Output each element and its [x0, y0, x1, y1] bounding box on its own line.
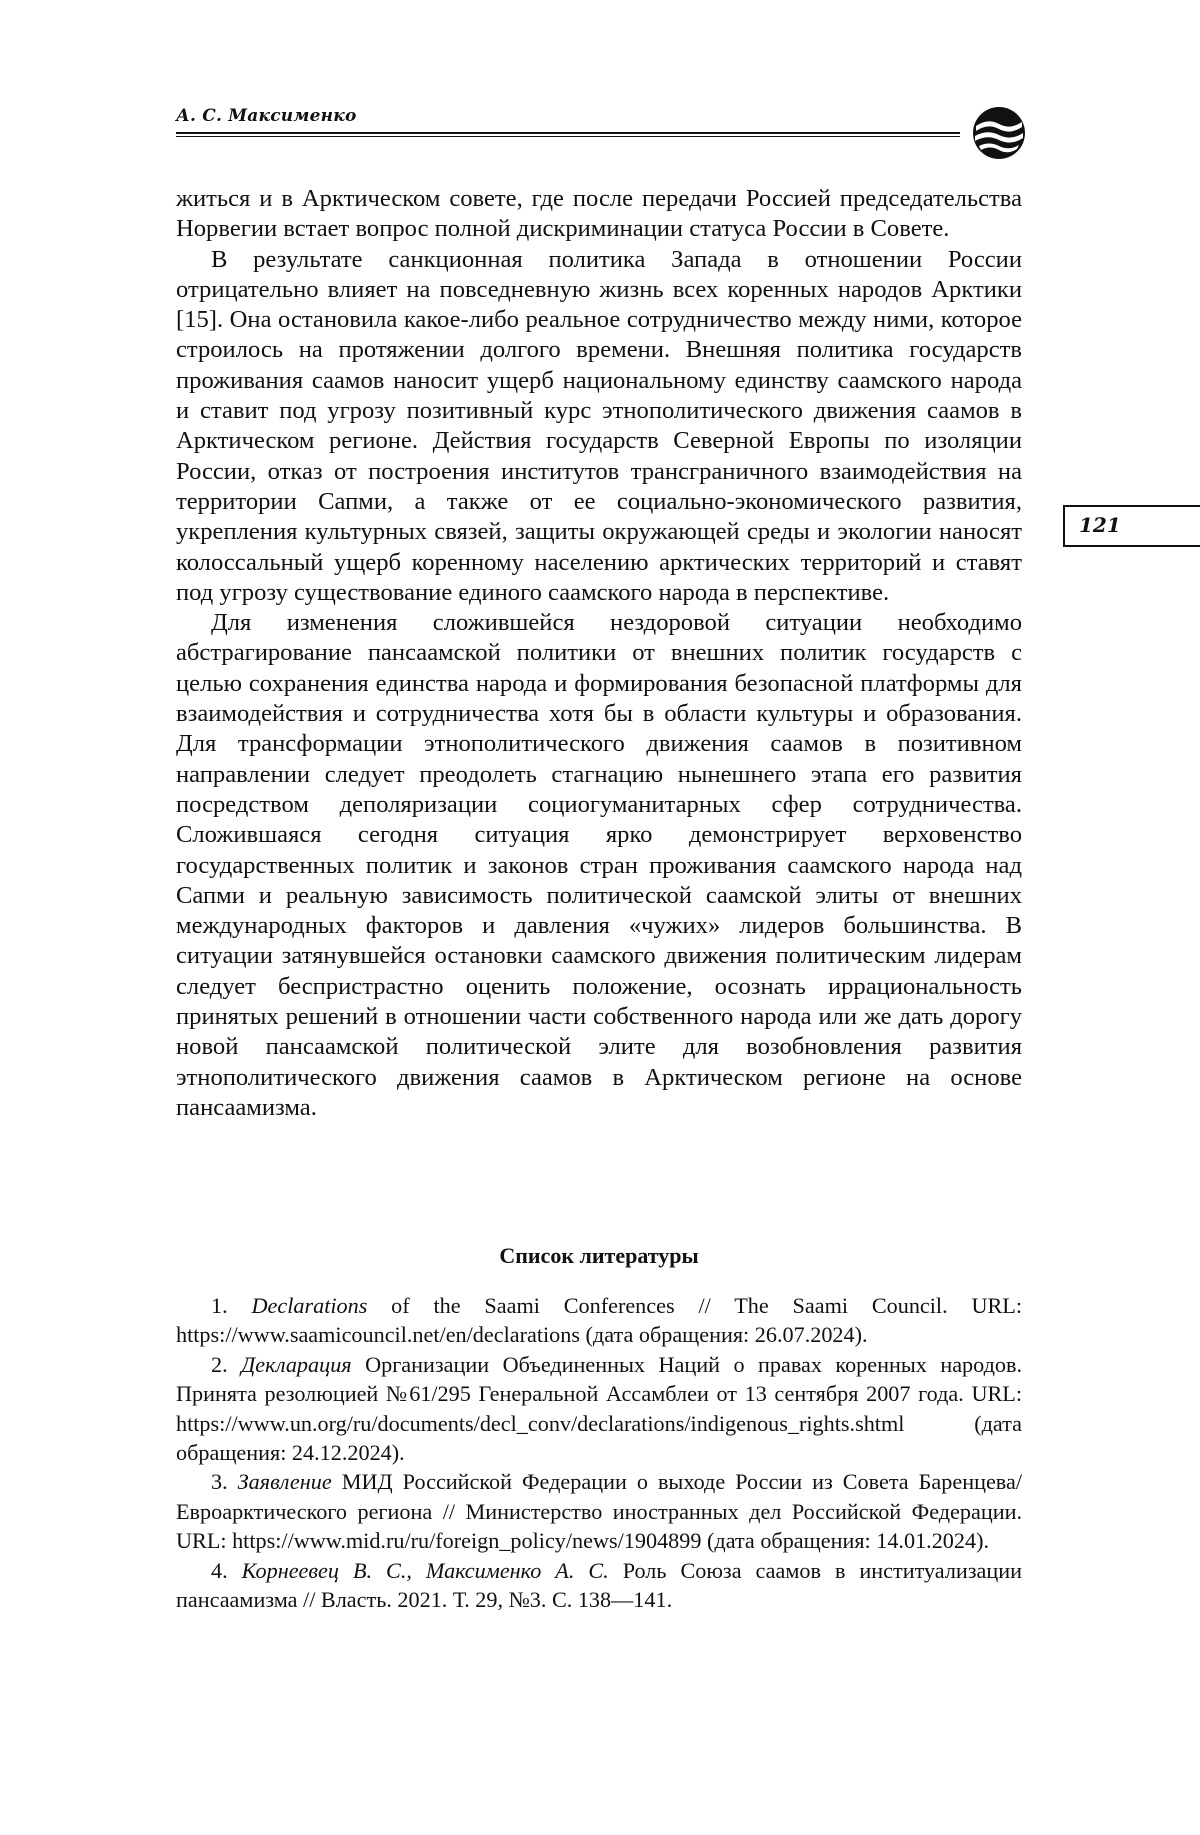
reference-italic: Заявление: [237, 1469, 332, 1495]
reference-number: 2.: [211, 1351, 228, 1377]
running-header: [176, 104, 1026, 154]
reference-number: 1.: [211, 1293, 228, 1318]
running-header-author: А. С. Максименко: [176, 106, 357, 126]
reference-item: [176, 1467, 1022, 1555]
reference-item: [176, 1556, 1022, 1615]
reference-italic: Корнеевец В. С., Максименко А. С.: [241, 1557, 609, 1583]
reference-item: [176, 1350, 1022, 1468]
reference-number: 4.: [211, 1557, 228, 1583]
paragraph: В результате санкционная политика Запада в отношении России отрицательно влияет на повседневную жизнь всех коренных народов Арктики [15]. Она остановила какое-либо реальное сотрудничество между ними, которое строилось на протяжении долгого времени. Внешняя политика государств проживания саамов наносит ущерб национальному единству саамского народа и ставит под угрозу позитивный курс этнополитического движения саамов в Арктическом регионе. Действия государств Северной Европы по изоляции России, отказ от построения институтов трансграничного взаимодействия на территории Сапми, а также от ее социально-экономического развития, укрепления культурных связей, защиты окружающей среды и экологии наносят колоссальный ущерб коренному населению арктических территорий и ставят под угрозу существование единого саамского народа в перспективе.: [176, 245, 1022, 606]
reference-text: МИД Российской Федерации о выходе России из Совета Баренцева/Евроарктического региона // Министерство иностранных дел Российской Федерации. URL: https://www.mid.ru/ru/foreign_policy/news/1904899 (дата обращения: 14.01.2024).: [176, 1469, 1022, 1554]
header-rule: [176, 132, 960, 134]
journal-logo-icon: [970, 104, 1028, 162]
paragraph: житься и в Арктическом совете, где после передачи Россией председательства Норвегии встает вопрос полной дискриминации статуса России в Совете.: [176, 185, 1022, 243]
reference-number: 3.: [211, 1469, 228, 1495]
paragraph: Для изменения сложившейся нездоровой ситуации необходимо абстрагирование пансаамской политики от внешних политик государств с целью сохранения единства народа и формирования безопасной платформы для взаимодействия и сотрудничества хотя бы в области культуры и образования. Для трансформации этнополитического движения саамов в позитивном направлении следует преодолеть стагнацию нынешнего этапа его развития посредством деполяризации социогуманитарных сфер сотрудничества. Сложившаяся сегодня ситуация ярко демонстрирует верховенство государственных политик и законов стран проживания саамского народа над Сапми и реальную зависимость политической саамской элиты от внешних международных факторов и давления «чужих» лидеров большинства. В ситуации затянувшейся остановки саамского движения политическим лидерам следует беспристрастно оценить положение, осознать иррациональность принятых решений в отношении части собственного народа или же дать дорогу новой пансаамской политической элите для возобновления развития этнополитического движения саамов в Арктическом регионе на основе пансаамизма.: [176, 609, 1022, 1121]
reference-italic: Декларация: [241, 1351, 352, 1377]
reference-italic: Declarations: [251, 1293, 368, 1318]
page-number-tab: [1063, 505, 1200, 547]
header-rule-thin: [176, 136, 960, 137]
references-heading: Список литературы: [499, 1243, 699, 1268]
reference-text: Организации Объединенных Наций о правах коренных народов. Принята резолюцией №61/295 Генеральной Ассамблеи от 13 сентября 2007 года. URL: https://www.un.org/ru/documents/decl_conv/declarations/indigenous_rights.shtml (дата обращения: 24.12.2024).: [176, 1351, 1022, 1466]
reference-item: [176, 1291, 1022, 1350]
reference-text: Роль Союза саамов в институализации пансаамизма // Власть. 2021. Т. 29, №3. С. 138—141.: [176, 1557, 1022, 1613]
article-body: [176, 184, 1022, 1123]
page-number: 121: [1079, 513, 1121, 537]
references-list: [176, 1291, 1022, 1614]
reference-text: of the Saami Conferences // The Saami Council. URL: https://www.saamicouncil.net/en/declarations (дата обращения: 26.07.2024).: [176, 1293, 1023, 1348]
